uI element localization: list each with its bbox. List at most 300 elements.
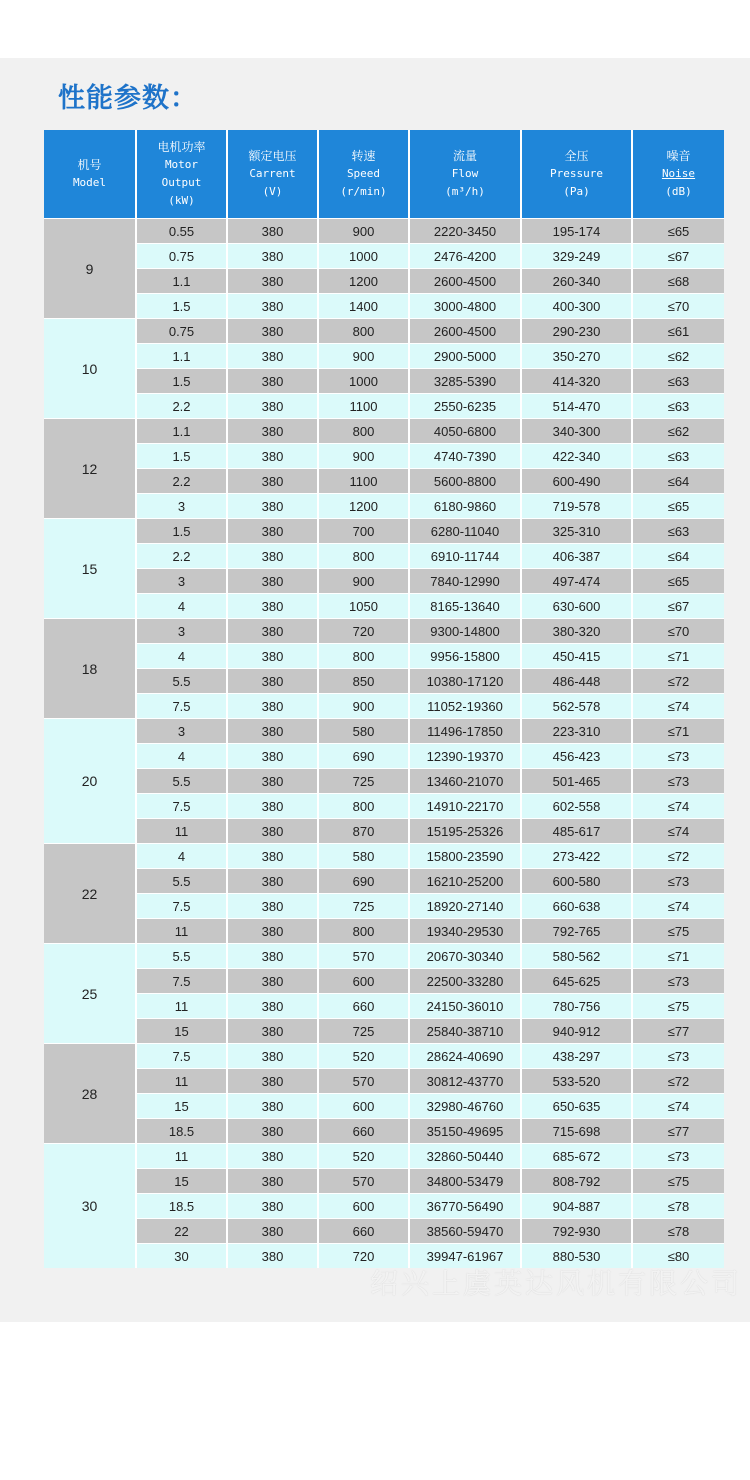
cell-noise: ≤62 [632,344,724,369]
header-line: Model [72,176,107,189]
table-row [44,594,724,619]
cell-speed: 600 [318,1094,409,1119]
cell-pressure: 630-600 [521,594,632,619]
company-watermark: 绍兴上虞英达风机有限公司 [370,1267,743,1300]
cell-flow: 15195-25326 [409,819,521,844]
cell-pressure: 650-635 [521,1094,632,1119]
cell-pressure: 329-249 [521,244,632,269]
cell-pressure: 380-320 [521,619,632,644]
table-row [44,1194,724,1219]
cell-rated-voltage: 380 [227,394,318,419]
cell-noise: ≤72 [632,669,724,694]
cell-flow: 8165-13640 [409,594,521,619]
cell-motor-output: 5.5 [136,769,227,794]
cell-flow: 10380-17120 [409,669,521,694]
cell-pressure: 290-230 [521,319,632,344]
cell-pressure: 904-887 [521,1194,632,1219]
cell-noise: ≤74 [632,894,724,919]
cell-motor-output: 11 [136,1144,227,1169]
table-row [44,919,724,944]
cell-speed: 900 [318,694,409,719]
header-model [44,130,136,219]
cell-rated-voltage: 380 [227,769,318,794]
cell-pressure: 562-578 [521,694,632,719]
table-row [44,1169,724,1194]
cell-noise: ≤73 [632,869,724,894]
header-line: (V) [262,185,283,198]
cell-noise: ≤78 [632,1194,724,1219]
cell-noise: ≤73 [632,769,724,794]
cell-flow: 4050-6800 [409,419,521,444]
cell-flow: 2476-4200 [409,244,521,269]
cell-speed: 690 [318,869,409,894]
table-row [44,394,724,419]
cell-rated-voltage: 380 [227,344,318,369]
cell-flow: 24150-36010 [409,994,521,1019]
cell-pressure: 422-340 [521,444,632,469]
cell-motor-output: 3 [136,569,227,594]
cell-noise: ≤63 [632,519,724,544]
header-line: 流量 [452,149,477,163]
header-line: (m³/h) [445,185,485,198]
cell-speed: 720 [318,619,409,644]
table-row [44,844,724,869]
cell-noise: ≤61 [632,319,724,344]
model-cell: 12 [44,419,136,519]
cell-rated-voltage: 380 [227,244,318,269]
cell-motor-output: 11 [136,1069,227,1094]
cell-speed: 900 [318,444,409,469]
table-row [44,519,724,544]
cell-motor-output: 3 [136,619,227,644]
cell-speed: 570 [318,944,409,969]
table-row [44,1019,724,1044]
header-speed [318,130,409,219]
table-row [44,819,724,844]
cell-rated-voltage: 380 [227,1144,318,1169]
table-row [44,1044,724,1069]
table-row [44,1219,724,1244]
table-row [44,444,724,469]
cell-noise: ≤70 [632,619,724,644]
cell-flow: 32860-50440 [409,1144,521,1169]
model-cell: 25 [44,944,136,1044]
table-row [44,1144,724,1169]
cell-motor-output: 3 [136,719,227,744]
cell-motor-output: 7.5 [136,794,227,819]
cell-flow: 9300-14800 [409,619,521,644]
cell-pressure: 533-520 [521,1069,632,1094]
cell-noise: ≤74 [632,819,724,844]
model-cell: 22 [44,844,136,944]
cell-rated-voltage: 380 [227,569,318,594]
cell-noise: ≤64 [632,544,724,569]
header-line: 噪音 [666,149,691,163]
cell-speed: 850 [318,669,409,694]
cell-motor-output: 0.75 [136,244,227,269]
table-row [44,569,724,594]
cell-motor-output: 15 [136,1019,227,1044]
cell-speed: 870 [318,819,409,844]
cell-speed: 1000 [318,369,409,394]
cell-rated-voltage: 380 [227,869,318,894]
cell-pressure: 414-320 [521,369,632,394]
cell-speed: 800 [318,644,409,669]
performance-table-wrapper [44,130,724,1268]
cell-speed: 1200 [318,494,409,519]
cell-flow: 32980-46760 [409,1094,521,1119]
cell-motor-output: 5.5 [136,944,227,969]
header-line: Noise [661,167,696,180]
cell-speed: 1050 [318,594,409,619]
cell-motor-output: 5.5 [136,869,227,894]
cell-flow: 5600-8800 [409,469,521,494]
table-row [44,494,724,519]
cell-noise: ≤71 [632,719,724,744]
table-row [44,319,724,344]
cell-speed: 725 [318,1019,409,1044]
cell-motor-output: 4 [136,844,227,869]
cell-speed: 725 [318,769,409,794]
cell-pressure: 685-672 [521,1144,632,1169]
table-row [44,219,724,244]
cell-motor-output: 15 [136,1169,227,1194]
model-cell: 9 [44,219,136,319]
cell-speed: 520 [318,1144,409,1169]
cell-rated-voltage: 380 [227,269,318,294]
cell-pressure: 400-300 [521,294,632,319]
table-row [44,244,724,269]
cell-rated-voltage: 380 [227,744,318,769]
header-pressure [521,130,632,219]
cell-speed: 800 [318,794,409,819]
cell-speed: 900 [318,344,409,369]
cell-flow: 6180-9860 [409,494,521,519]
cell-noise: ≤77 [632,1019,724,1044]
table-row [44,619,724,644]
cell-motor-output: 1.5 [136,294,227,319]
cell-rated-voltage: 380 [227,994,318,1019]
cell-pressure: 195-174 [521,219,632,244]
cell-rated-voltage: 380 [227,1094,318,1119]
cell-pressure: 940-912 [521,1019,632,1044]
cell-rated-voltage: 380 [227,419,318,444]
cell-flow: 3285-5390 [409,369,521,394]
cell-noise: ≤65 [632,494,724,519]
cell-pressure: 501-465 [521,769,632,794]
cell-pressure: 719-578 [521,494,632,519]
cell-noise: ≤72 [632,1069,724,1094]
cell-pressure: 340-300 [521,419,632,444]
model-cell: 20 [44,719,136,844]
model-cell: 30 [44,1144,136,1269]
cell-rated-voltage: 380 [227,694,318,719]
cell-pressure: 514-470 [521,394,632,419]
cell-motor-output: 7.5 [136,969,227,994]
table-row [44,794,724,819]
cell-noise: ≤74 [632,694,724,719]
cell-pressure: 792-930 [521,1219,632,1244]
cell-motor-output: 4 [136,644,227,669]
header-rated-voltage [227,130,318,219]
page-title: 性能参数： [58,83,198,114]
header-line: 额定电压 [248,149,297,163]
cell-motor-output: 7.5 [136,894,227,919]
cell-motor-output: 7.5 [136,694,227,719]
cell-speed: 800 [318,919,409,944]
header-line: Pressure [550,167,603,180]
table-row [44,669,724,694]
cell-motor-output: 1.1 [136,344,227,369]
cell-flow: 7840-12990 [409,569,521,594]
cell-noise: ≤75 [632,1169,724,1194]
cell-rated-voltage: 380 [227,1019,318,1044]
header-line: 全压 [564,149,589,163]
cell-rated-voltage: 380 [227,819,318,844]
cell-speed: 690 [318,744,409,769]
cell-flow: 3000-4800 [409,294,521,319]
cell-speed: 1100 [318,394,409,419]
table-header-row [44,130,724,219]
cell-flow: 38560-59470 [409,1219,521,1244]
cell-noise: ≤67 [632,594,724,619]
table-row [44,419,724,444]
cell-rated-voltage: 380 [227,1119,318,1144]
table-row [44,869,724,894]
cell-rated-voltage: 380 [227,1219,318,1244]
cell-noise: ≤65 [632,569,724,594]
cell-rated-voltage: 380 [227,1169,318,1194]
table-row [44,1069,724,1094]
cell-motor-output: 4 [136,744,227,769]
cell-rated-voltage: 380 [227,844,318,869]
table-body [44,219,724,1269]
table-row [44,544,724,569]
cell-noise: ≤77 [632,1119,724,1144]
header-line: Output [161,176,202,189]
cell-rated-voltage: 380 [227,319,318,344]
cell-pressure: 600-580 [521,869,632,894]
cell-noise: ≤72 [632,844,724,869]
table-row [44,994,724,1019]
cell-rated-voltage: 380 [227,619,318,644]
cell-speed: 700 [318,519,409,544]
table-row [44,769,724,794]
cell-noise: ≤73 [632,744,724,769]
cell-motor-output: 7.5 [136,1044,227,1069]
cell-pressure: 497-474 [521,569,632,594]
header-motor-output [136,130,227,219]
header-noise [632,130,724,219]
cell-rated-voltage: 380 [227,219,318,244]
cell-rated-voltage: 380 [227,544,318,569]
cell-flow: 36770-56490 [409,1194,521,1219]
cell-speed: 570 [318,1069,409,1094]
table-row [44,469,724,494]
cell-pressure: 486-448 [521,669,632,694]
cell-noise: ≤80 [632,1244,724,1269]
cell-noise: ≤62 [632,419,724,444]
cell-flow: 6280-11040 [409,519,521,544]
cell-flow: 18920-27140 [409,894,521,919]
cell-flow: 2600-4500 [409,319,521,344]
cell-noise: ≤65 [632,219,724,244]
cell-pressure: 260-340 [521,269,632,294]
cell-rated-voltage: 380 [227,469,318,494]
table-row [44,944,724,969]
table-row [44,694,724,719]
cell-rated-voltage: 380 [227,444,318,469]
model-cell: 15 [44,519,136,619]
cell-noise: ≤70 [632,294,724,319]
cell-motor-output: 2.2 [136,469,227,494]
cell-noise: ≤74 [632,1094,724,1119]
cell-flow: 2600-4500 [409,269,521,294]
cell-noise: ≤63 [632,369,724,394]
cell-flow: 19340-29530 [409,919,521,944]
cell-rated-voltage: 380 [227,719,318,744]
cell-flow: 4740-7390 [409,444,521,469]
cell-flow: 2900-5000 [409,344,521,369]
cell-pressure: 350-270 [521,344,632,369]
cell-flow: 6910-11744 [409,544,521,569]
cell-rated-voltage: 380 [227,669,318,694]
cell-motor-output: 5.5 [136,669,227,694]
header-line: Flow [451,167,479,180]
cell-motor-output: 11 [136,994,227,1019]
cell-rated-voltage: 380 [227,494,318,519]
cell-noise: ≤75 [632,919,724,944]
header-line: Motor [164,158,199,171]
cell-motor-output: 30 [136,1244,227,1269]
cell-flow: 11496-17850 [409,719,521,744]
cell-pressure: 580-562 [521,944,632,969]
cell-noise: ≤71 [632,644,724,669]
cell-flow: 15800-23590 [409,844,521,869]
cell-rated-voltage: 380 [227,594,318,619]
header-line: Speed [346,167,381,180]
cell-motor-output: 2.2 [136,394,227,419]
cell-motor-output: 11 [136,919,227,944]
cell-pressure: 450-415 [521,644,632,669]
cell-noise: ≤67 [632,244,724,269]
cell-motor-output: 1.5 [136,369,227,394]
cell-motor-output: 22 [136,1219,227,1244]
cell-speed: 1100 [318,469,409,494]
cell-noise: ≤73 [632,1044,724,1069]
cell-flow: 12390-19370 [409,744,521,769]
table-row [44,1119,724,1144]
cell-noise: ≤78 [632,1219,724,1244]
cell-speed: 580 [318,719,409,744]
cell-motor-output: 1.1 [136,419,227,444]
cell-rated-voltage: 380 [227,944,318,969]
cell-noise: ≤63 [632,394,724,419]
table-row [44,719,724,744]
cell-motor-output: 0.75 [136,319,227,344]
table-row [44,744,724,769]
cell-motor-output: 2.2 [136,544,227,569]
cell-speed: 720 [318,1244,409,1269]
cell-speed: 800 [318,544,409,569]
table-row [44,344,724,369]
cell-motor-output: 18.5 [136,1194,227,1219]
cell-pressure: 660-638 [521,894,632,919]
cell-pressure: 273-422 [521,844,632,869]
table-row [44,1094,724,1119]
header-line: (r/min) [340,185,387,198]
cell-rated-voltage: 380 [227,919,318,944]
cell-rated-voltage: 380 [227,894,318,919]
cell-motor-output: 3 [136,494,227,519]
cell-speed: 600 [318,1194,409,1219]
cell-motor-output: 11 [136,819,227,844]
table-row [44,644,724,669]
cell-speed: 1000 [318,244,409,269]
cell-noise: ≤68 [632,269,724,294]
cell-motor-output: 0.55 [136,219,227,244]
cell-pressure: 792-765 [521,919,632,944]
cell-pressure: 456-423 [521,744,632,769]
cell-flow: 39947-61967 [409,1244,521,1269]
cell-noise: ≤74 [632,794,724,819]
cell-rated-voltage: 380 [227,644,318,669]
cell-flow: 14910-22170 [409,794,521,819]
table-row [44,294,724,319]
cell-rated-voltage: 380 [227,794,318,819]
cell-noise: ≤63 [632,444,724,469]
cell-flow: 30812-43770 [409,1069,521,1094]
cell-flow: 2550-6235 [409,394,521,419]
cell-speed: 1400 [318,294,409,319]
cell-flow: 34800-53479 [409,1169,521,1194]
cell-motor-output: 4 [136,594,227,619]
cell-speed: 600 [318,969,409,994]
cell-pressure: 808-792 [521,1169,632,1194]
model-cell: 10 [44,319,136,419]
cell-flow: 20670-30340 [409,944,521,969]
cell-pressure: 602-558 [521,794,632,819]
cell-speed: 800 [318,319,409,344]
cell-noise: ≤73 [632,1144,724,1169]
table-row [44,369,724,394]
cell-flow: 22500-33280 [409,969,521,994]
cell-rated-voltage: 380 [227,1194,318,1219]
cell-speed: 800 [318,419,409,444]
cell-pressure: 406-387 [521,544,632,569]
cell-speed: 570 [318,1169,409,1194]
header-line: (Pa) [563,185,590,198]
cell-noise: ≤73 [632,969,724,994]
cell-pressure: 880-530 [521,1244,632,1269]
model-cell: 28 [44,1044,136,1144]
header-line: 电机功率 [157,140,206,154]
performance-table [44,130,724,1268]
cell-speed: 520 [318,1044,409,1069]
cell-motor-output: 15 [136,1094,227,1119]
table-row [44,1244,724,1269]
cell-speed: 660 [318,1219,409,1244]
cell-speed: 660 [318,994,409,1019]
cell-rated-voltage: 380 [227,1244,318,1269]
cell-speed: 900 [318,569,409,594]
header-line: Carrent [249,167,296,180]
cell-pressure: 438-297 [521,1044,632,1069]
cell-flow: 35150-49695 [409,1119,521,1144]
cell-noise: ≤75 [632,994,724,1019]
header-line: (kW) [168,194,195,207]
cell-motor-output: 1.5 [136,519,227,544]
